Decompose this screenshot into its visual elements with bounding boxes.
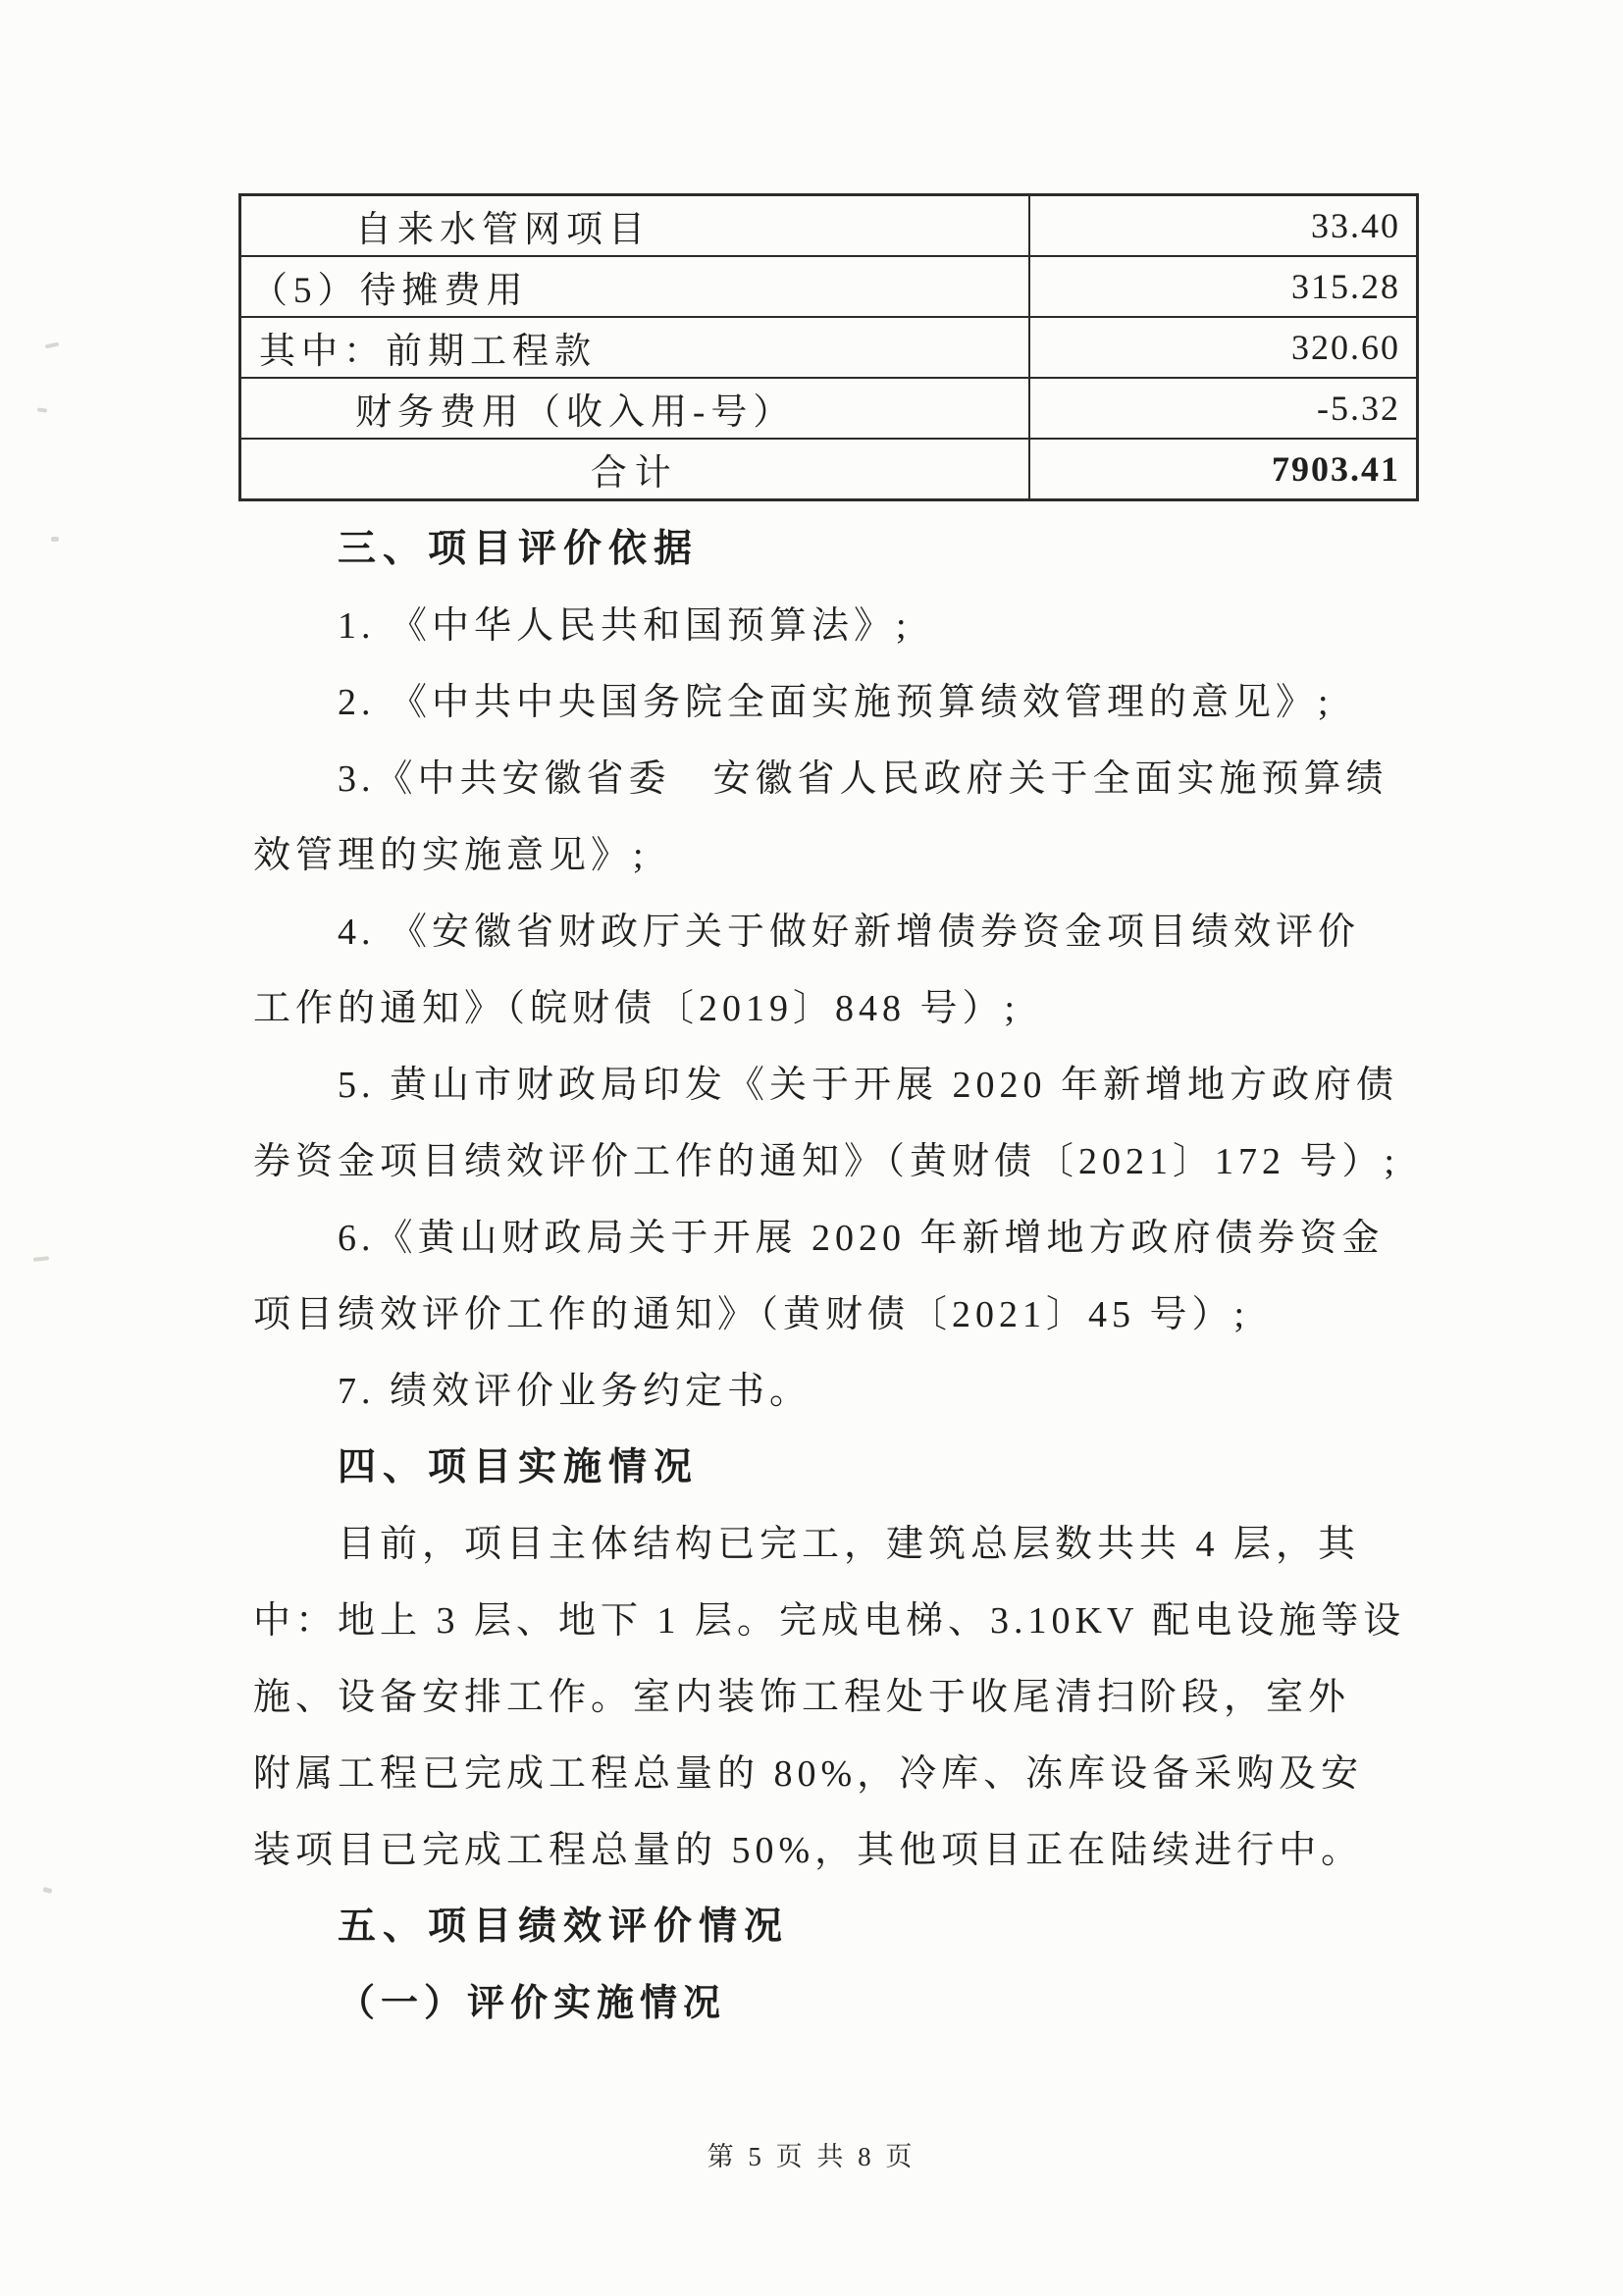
list-item: 5. 黄山市财政局印发《关于开展 2020 年新增地方政府债 xyxy=(338,1065,1399,1106)
list-item: 2. 《中共中央国务院全面实施预算绩效管理的意见》; xyxy=(338,682,1334,723)
table-row-total xyxy=(240,439,1418,500)
table-row-label: 财务费用（收入用-号） xyxy=(240,378,1029,439)
table-row-value: 320.60 xyxy=(1029,317,1418,378)
page-number: 第 5 页 共 8 页 xyxy=(707,2142,916,2171)
list-item-continued: 券资金项目绩效评价工作的通知》（黄财债〔2021〕172 号）; xyxy=(253,1141,1400,1182)
section-heading-5: 五、项目绩效评价情况 xyxy=(338,1905,790,1948)
table-total-value: 7903.41 xyxy=(1029,439,1418,500)
paragraph-line: 装项目已完成工程总量的 50%，其他项目正在陆续进行中。 xyxy=(253,1830,1364,1871)
cost-table xyxy=(238,193,1419,501)
scan-artifact xyxy=(37,407,47,412)
table-row-label: （5）待摊费用 xyxy=(240,256,1029,317)
table-row xyxy=(240,195,1418,257)
table-row-label: 自来水管网项目 xyxy=(240,195,1029,257)
scan-artifact xyxy=(43,1887,53,1894)
section-heading-3: 三、项目评价依据 xyxy=(338,528,700,570)
table-row-value: -5.32 xyxy=(1029,378,1418,439)
paragraph-line: 中：地上 3 层、地下 1 层。完成电梯、3.10KV 配电设施等设 xyxy=(253,1600,1406,1642)
scan-artifact xyxy=(45,342,60,349)
list-item: 6.《黄山财政局关于开展 2020 年新增地方政府债券资金 xyxy=(338,1218,1385,1259)
list-item: 3.《中共安徽省委 安徽省人民政府关于全面实施预算绩 xyxy=(338,758,1388,800)
table-row xyxy=(240,378,1418,439)
table-row-value: 33.40 xyxy=(1029,195,1418,257)
sub-heading: （一）评价实施情况 xyxy=(338,1983,727,2024)
list-item-continued: 项目绩效评价工作的通知》（黄财债〔2021〕45 号）; xyxy=(253,1294,1250,1335)
document-body xyxy=(253,511,1406,2042)
list-item: 4. 《安徽省财政厅关于做好新增债券资金项目绩效评价 xyxy=(338,912,1361,953)
list-item-continued: 工作的通知》（皖财债〔2019〕848 号）; xyxy=(253,988,1021,1029)
table-row xyxy=(240,317,1418,378)
paragraph-line: 附属工程已完成工程总量的 80%，冷库、冻库设备采购及安 xyxy=(253,1753,1364,1795)
table-row xyxy=(240,256,1418,317)
list-item: 1. 《中华人民共和国预算法》; xyxy=(338,605,912,647)
table-row-value: 315.28 xyxy=(1029,256,1418,317)
paragraph-line: 施、设备安排工作。室内装饰工程处于收尾清扫阶段，室外 xyxy=(253,1677,1351,1718)
table-row-label: 其中：前期工程款 xyxy=(240,317,1029,378)
scan-artifact xyxy=(51,537,59,542)
list-item: 7. 绩效评价业务约定书。 xyxy=(338,1371,812,1412)
scan-artifact xyxy=(33,1256,49,1262)
list-item-continued: 效管理的实施意见》; xyxy=(253,835,649,876)
paragraph-line: 目前，项目主体结构已完工，建筑总层数共共 4 层，其 xyxy=(338,1524,1361,1565)
table-total-label: 合计 xyxy=(240,439,1029,500)
section-heading-4: 四、项目实施情况 xyxy=(338,1446,700,1488)
